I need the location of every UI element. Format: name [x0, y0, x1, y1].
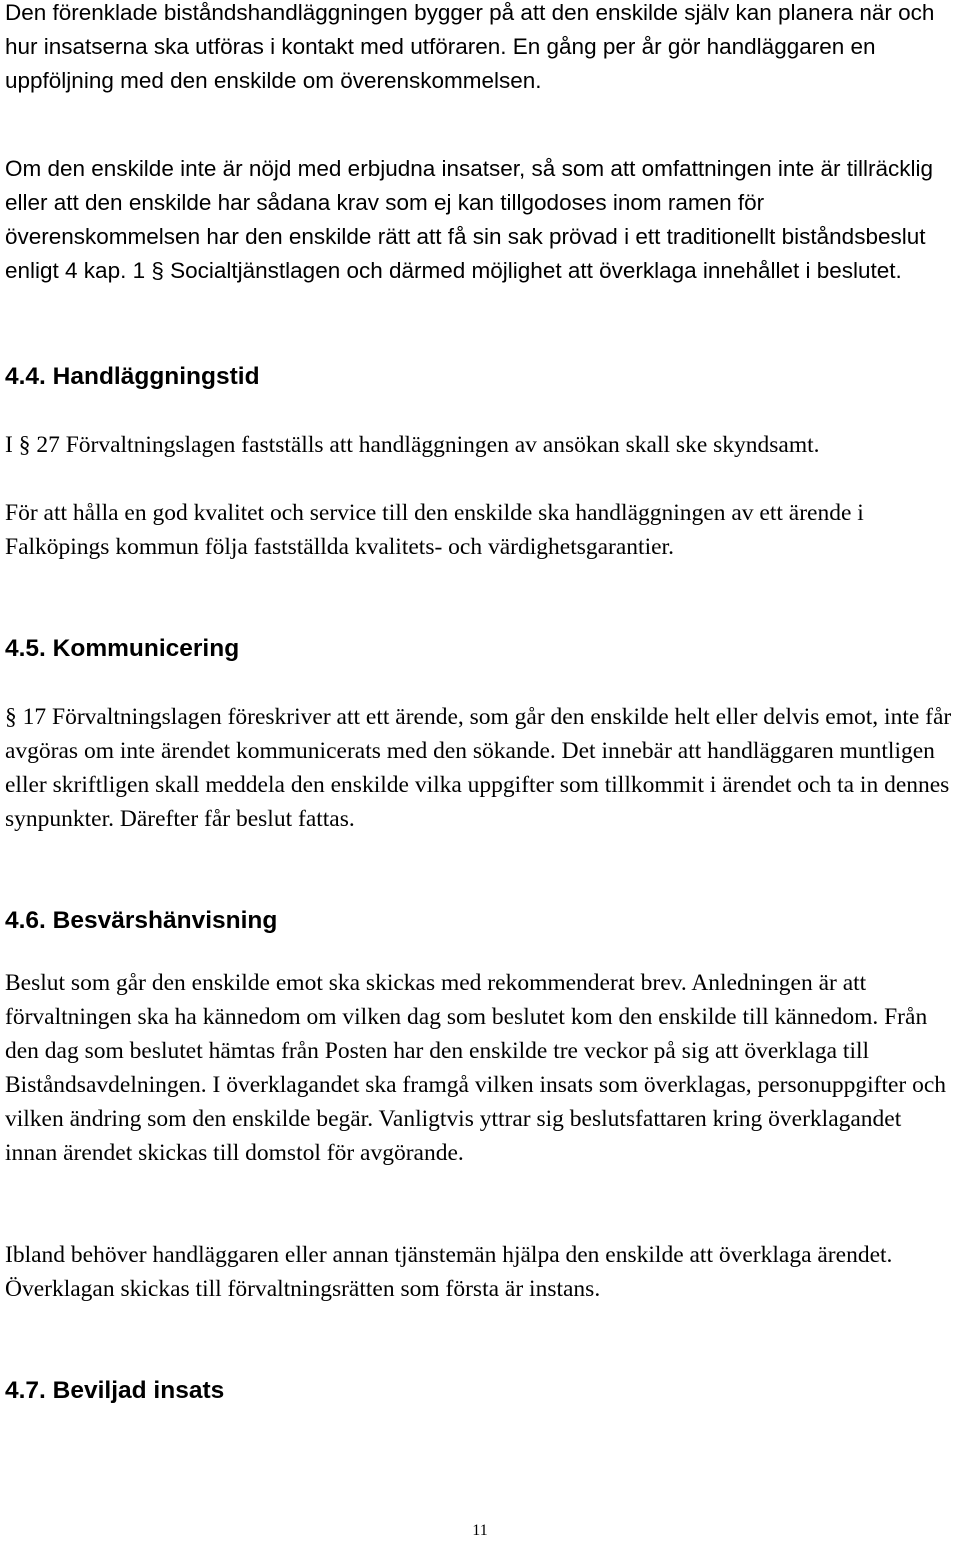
paragraph-forvaltningslagen-27: I § 27 Förvaltningslagen fastställs att handläggningen av ansökan skall ske skyndsamt.	[5, 432, 820, 458]
heading-besvarshanvisning: 4.6. Besvärshänvisning	[5, 907, 278, 934]
page-number: 11	[472, 1522, 488, 1539]
heading-handlaggningstid: 4.4. Handläggningstid	[5, 363, 260, 390]
paragraph-right-to-review: Om den enskilde inte är nöjd med erbjudna insatser, så som att omfattningen inte är tillräcklig eller att den enskilde har sådana krav som ej kan tillgodoses inom ramen för överenskommelsen har den enskilde rätt att få sin sak prövad i ett traditionellt biståndsbeslut enligt 4 kap. 1 § Socialtjänstlagen och därmed möjlighet att överklaga innehållet i beslutet.	[5, 156, 933, 283]
paragraph-quality-guarantees: För att hålla en god kvalitet och service till den enskilde ska handläggningen av ett ärende i Falköpings kommun följa fastställda kvalitets- och värdighetsgarantier.	[5, 500, 864, 560]
heading-kommunicering: 4.5. Kommunicering	[5, 635, 240, 662]
paragraph-appeal-process: Beslut som går den enskilde emot ska skickas med rekommenderat brev. Anledningen är att förvaltningen ska ha kännedom om vilken dag som beslutet kom den enskilde till kännedom. Från den dag som beslutet hämtas från Posten har den enskilde tre veckor på sig att överklaga till Biståndsavdelningen. I överklagandet ska framgå vilken insats som överklagas, personuppgifter och vilken ändring som den enskilde begär. Vanligtvis yttrar sig beslutsfattaren kring överklagandet innan ärendet skickas till domstol för avgörande.	[5, 970, 947, 1166]
paragraph-forvaltningslagen-17: § 17 Förvaltningslagen föreskriver att ett ärende, som går den enskilde helt eller delvis emot, inte får avgöras om inte ärendet kommunicerats med den sökande. Det innebär att handläggaren muntligen eller skriftligen skall meddela den enskilde vilka uppgifter som tillkommit i ärendet och ta in dennes synpunkter. Därefter får beslut fattas.	[5, 704, 952, 832]
heading-beviljad-insats: 4.7. Beviljad insats	[5, 1377, 225, 1404]
paragraph-appeal-help: Ibland behöver handläggaren eller annan tjänstemän hjälpa den enskilde att överklaga ärendet. Överklagan skickas till förvaltningsrätten som första är instans.	[5, 1242, 893, 1302]
paragraph-simplified-handling: Den förenklade biståndshandläggningen bygger på att den enskilde själv kan planera när och hur insatserna ska utföras i kontakt med utföraren. En gång per år gör handläggaren en uppföljning med den enskilde om överenskommelsen.	[5, 0, 935, 93]
